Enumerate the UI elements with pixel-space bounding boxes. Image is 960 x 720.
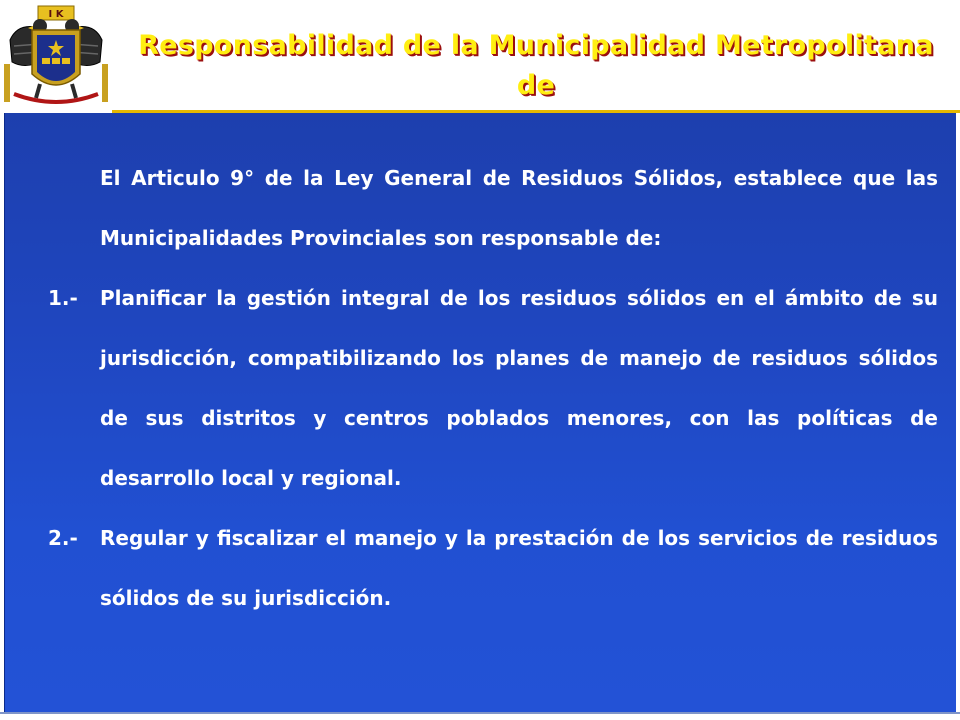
list-item-number: 2.- <box>48 526 78 550</box>
list-item-text: Planificar la gestión integral de los residuos sólidos en el ámbito de su jurisdicción, compatibilizando los planes de manejo de residuos sólidos de sus distritos y centros poblados menores, con las políticas de desarrollo local y regional. <box>100 286 938 490</box>
list-item-number: 1.- <box>48 286 78 310</box>
logo-letters: I K <box>48 9 64 20</box>
list-item <box>48 268 938 508</box>
lima-coat-of-arms-icon <box>0 0 112 112</box>
list-item <box>48 508 938 628</box>
content <box>48 148 938 628</box>
title-line-1: Responsabilidad de la Municipalidad Metropolitana de <box>138 30 934 101</box>
list-item-text: Regular y fiscalizar el manejo y la prestación de los servicios de residuos sólidos de su jurisdicción. <box>100 526 938 610</box>
intro-paragraph: El Articulo 9° de la Ley General de Residuos Sólidos, establece que las Municipalidades Provinciales son responsable de: <box>100 166 938 250</box>
footer-divider <box>0 712 960 714</box>
header <box>0 0 960 112</box>
